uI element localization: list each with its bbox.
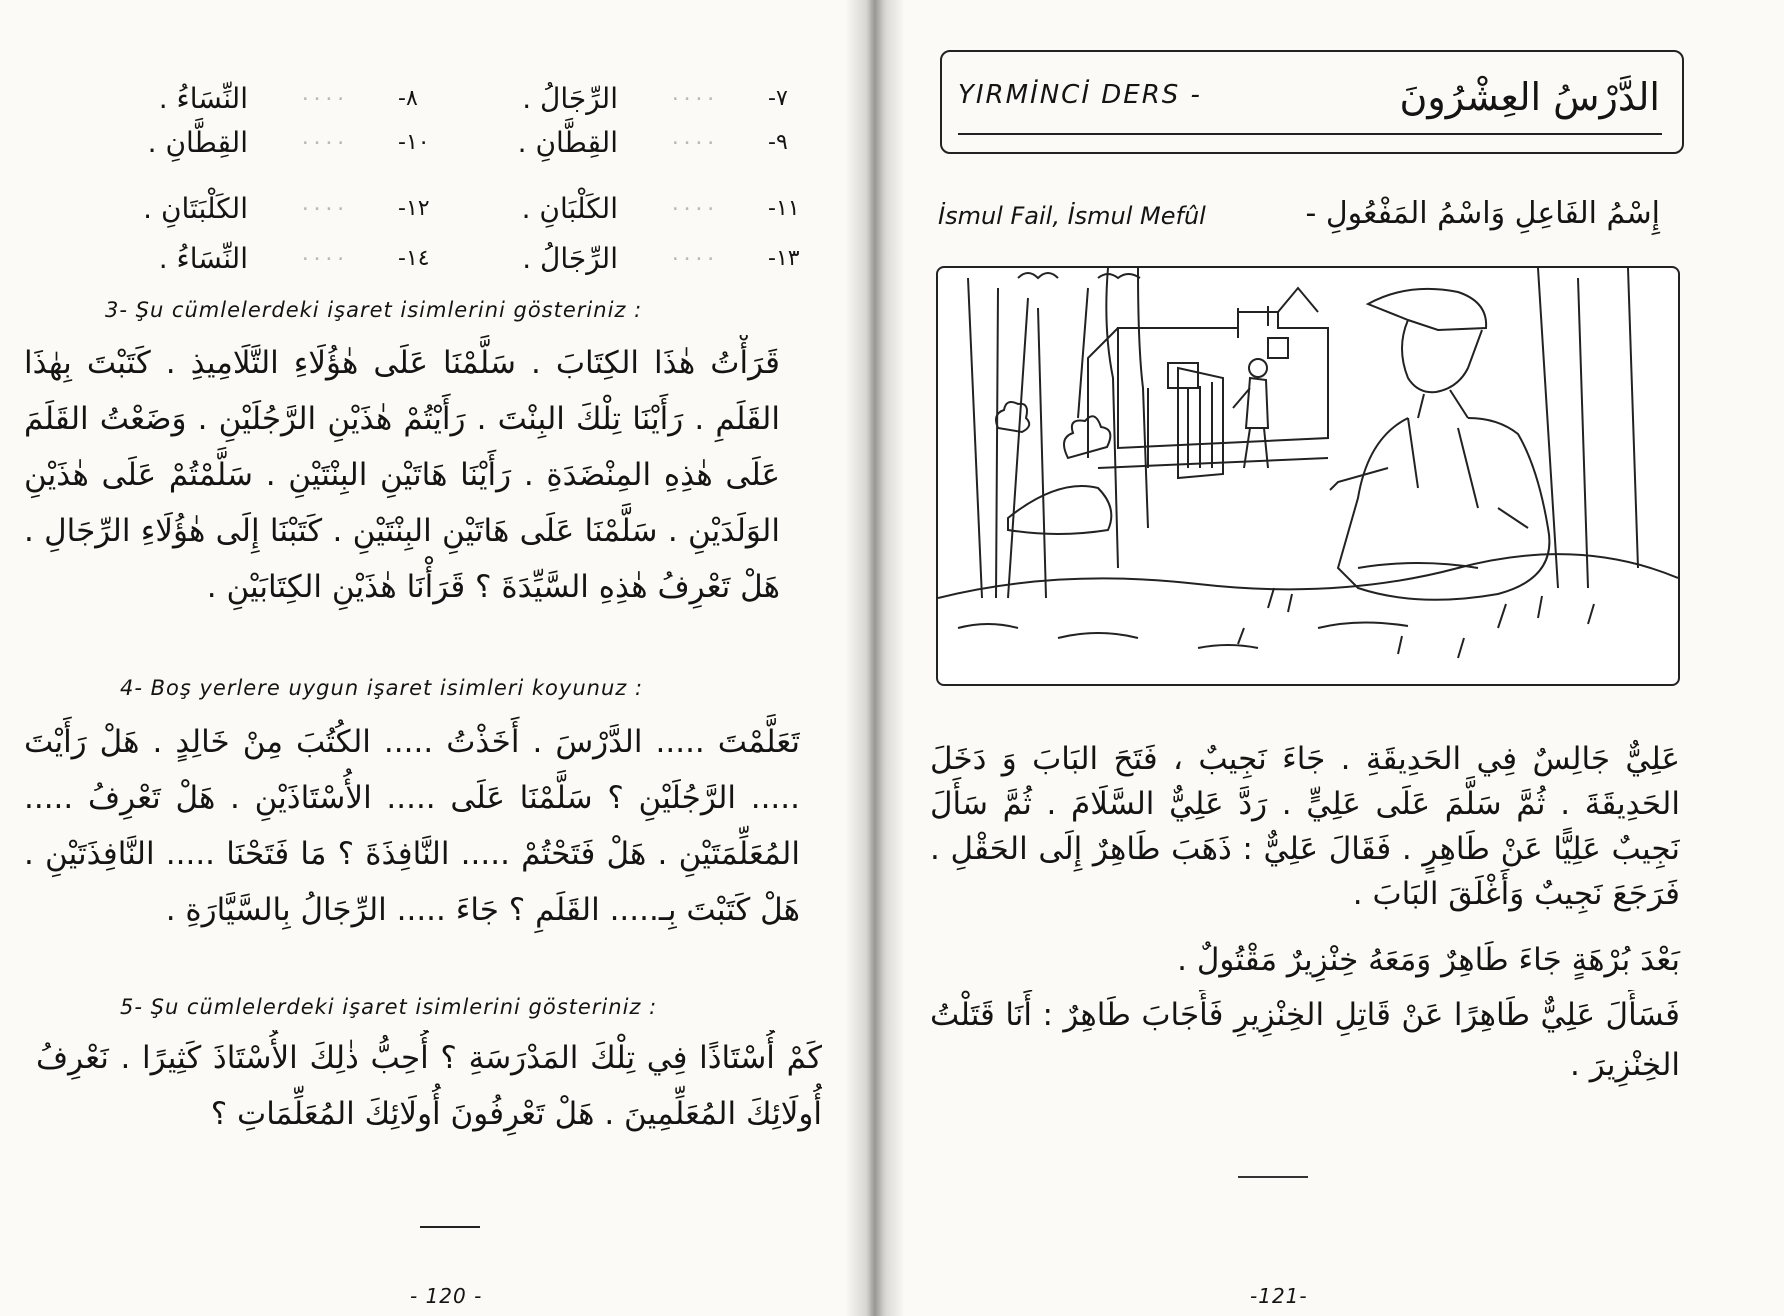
grid-word: الكَلْبَانِ . bbox=[521, 191, 618, 225]
grid-word: القِطَّانِ . bbox=[147, 125, 248, 159]
item-number: ١٠- bbox=[398, 129, 430, 155]
exercise-4-heading: 4- Boş yerlere uygun işaret isimleri koyunuz : bbox=[120, 676, 644, 700]
grid-word: القِطَّانِ . bbox=[517, 125, 618, 159]
lesson-title-latin: YIRMİNCİ DERS - bbox=[958, 80, 1202, 110]
book-gutter bbox=[845, 0, 905, 1316]
subtitle-latin: İsmul Fail, İsmul Mefûl bbox=[938, 202, 1206, 230]
exercise-4-text: تَعَلَّمْتَ ..... الدَّرْسَ . أَخَذْتُ ..... الكُتُبَ مِنْ خَالِدٍ . هَلْ رَأَيْتَ ..... الرَّجُلَيْنِ ؟ سَلَّمْنَا عَلَى ..... الأُسْتَاذَيْنِ . هَلْ تَعْرِفُ ..... المُعَلِّمَتَيْنِ . هَلْ فَتَحْتُمْ ..... النَّافِذَةَ ؟ مَا فَتَحْنَا ..... النَّافِذَتَيْنِ . هَلْ كَتَبْتَ بِـ..... القَلَمِ ؟ جَاءَ ..... الرِّجَالُ بِالسَّيَّارَةِ . bbox=[24, 724, 800, 928]
faint-answer: ٠٠٠٠ bbox=[669, 195, 717, 221]
exercise-5-text: كَمْ أُسْتَاذًا فِي تِلْكَ المَدْرَسَةِ ؟ أُحِبُّ ذٰلِكَ الأُسْتَاذَ كَثِيرًا . نَعْرِفُ أُولَائِكَ المُعَلِّمِينَ . هَلْ تَعْرِفُونَ أُولَائِكَ المُعَلِّمَاتِ ؟ bbox=[36, 1040, 822, 1132]
grid-word: الكَلْبَتَانِ . bbox=[143, 191, 248, 225]
lesson-illustration bbox=[936, 266, 1680, 686]
exercise-5-heading: 5- Şu cümlelerdeki işaret isimlerini gösteriniz : bbox=[120, 995, 658, 1019]
faint-answer: ٠٠٠٠ bbox=[299, 129, 347, 155]
faint-answer: ٠٠٠٠ bbox=[669, 245, 717, 271]
grid-row bbox=[30, 236, 820, 280]
grid-row bbox=[30, 120, 820, 164]
faint-answer: ٠٠٠٠ bbox=[299, 245, 347, 271]
exercise-3-text: قَرَأْتُ هٰذَا الكِتَابَ . سَلَّمْنَا عَلَى هٰؤُلَاءِ التَّلَامِيذِ . كَتَبْتَ بِهٰذَا القَلَمِ . رَأَيْنَا تِلْكَ البِنْتَ . رَأَيْتُمْ هٰذَيْنِ الرَّجُلَيْنِ . وَضَعْتُ القَلَمَ عَلَى هٰذِهِ المِنْضَدَةِ . رَأَيْنَا هَاتَيْنِ البِنْتَيْنِ . سَلَّمْتُمْ عَلَى هٰذَيْنِ الوَلَدَيْنِ . سَلَّمْنَا عَلَى هَاتَيْنِ البِنْتَيْنِ . كَتَبْنَا إِلَى هٰؤُلَاءِ الرِّجَالِ . هَلْ تَعْرِفُ هٰذِهِ السَّيِّدَةَ ؟ قَرَأْنَا هٰذَيْنِ الكِتَابَيْنِ . bbox=[24, 345, 780, 605]
story-paragraph-3: فَسَأَلَ عَلِيٌّ طَاهِرًا عَنْ قَاتِلِ الخِنْزِيرِ فَأَجَابَ طَاهِرٌ : أَنَا قَتَلْتُ الخِنْزِيرَ . bbox=[930, 997, 1680, 1083]
grid-row bbox=[30, 186, 820, 230]
grid-word: الرِّجَالُ . bbox=[522, 241, 618, 275]
item-number: ٩- bbox=[768, 129, 788, 155]
end-rule bbox=[420, 1226, 480, 1228]
header-underline bbox=[958, 133, 1662, 135]
item-number: ١٤- bbox=[398, 245, 430, 271]
grid-row bbox=[30, 76, 820, 120]
faint-answer: ٠٠٠٠ bbox=[299, 85, 347, 111]
faint-answer: ٠٠٠٠ bbox=[669, 85, 717, 111]
story-paragraph-2: بَعْدَ بُرْهَةٍ جَاءَ طَاهِرٌ وَمَعَهُ خِنْزِيرٌ مَقْتُولٌ . bbox=[1177, 942, 1680, 978]
grid-word: النِّسَاءُ . bbox=[158, 241, 248, 275]
item-number: ٨- bbox=[398, 85, 418, 111]
lesson-title-arabic: الدَّرْسُ العِشْرُونَ bbox=[1399, 75, 1660, 119]
garden-scene-drawing bbox=[938, 268, 1678, 684]
end-rule bbox=[1238, 1176, 1308, 1178]
grid-word: النِّسَاءُ . bbox=[158, 81, 248, 115]
item-number: ٧- bbox=[768, 85, 788, 111]
grid-word: الرِّجَالُ . bbox=[522, 81, 618, 115]
item-number: ١١- bbox=[768, 195, 800, 221]
page-number-left: - 120 - bbox=[410, 1284, 483, 1308]
subtitle-arabic: إِسْمُ الفَاعِلِ وَاسْمُ المَفْعُولِ - bbox=[1305, 196, 1660, 231]
faint-answer: ٠٠٠٠ bbox=[669, 129, 717, 155]
faint-answer: ٠٠٠٠ bbox=[299, 195, 347, 221]
item-number: ١٣- bbox=[768, 245, 800, 271]
item-number: ١٢- bbox=[398, 195, 430, 221]
story-paragraph-1: عَلِيٌّ جَالِسٌ فِي الحَدِيقَةِ . جَاءَ نَجِيبٌ ، فَتَحَ البَابَ وَ دَخَلَ الحَدِيقَةَ . ثُمَّ سَلَّمَ عَلَى عَلِيٍّ . رَدَّ عَلِيٌّ السَّلَامَ . ثُمَّ سَأَلَ نَجِيبٌ عَلِيًّا عَنْ طَاهِرٍ . فَقَالَ عَلِيٌّ : ذَهَبَ طَاهِرٌ إِلَى الحَقْلِ . فَرَجَعَ نَجِيبٌ وَأَغْلَقَ البَابَ . bbox=[930, 741, 1680, 912]
page-number-right: -121- bbox=[1250, 1284, 1308, 1308]
exercise-3-heading: 3- Şu cümlelerdeki işaret isimlerini gösteriniz : bbox=[105, 298, 643, 322]
